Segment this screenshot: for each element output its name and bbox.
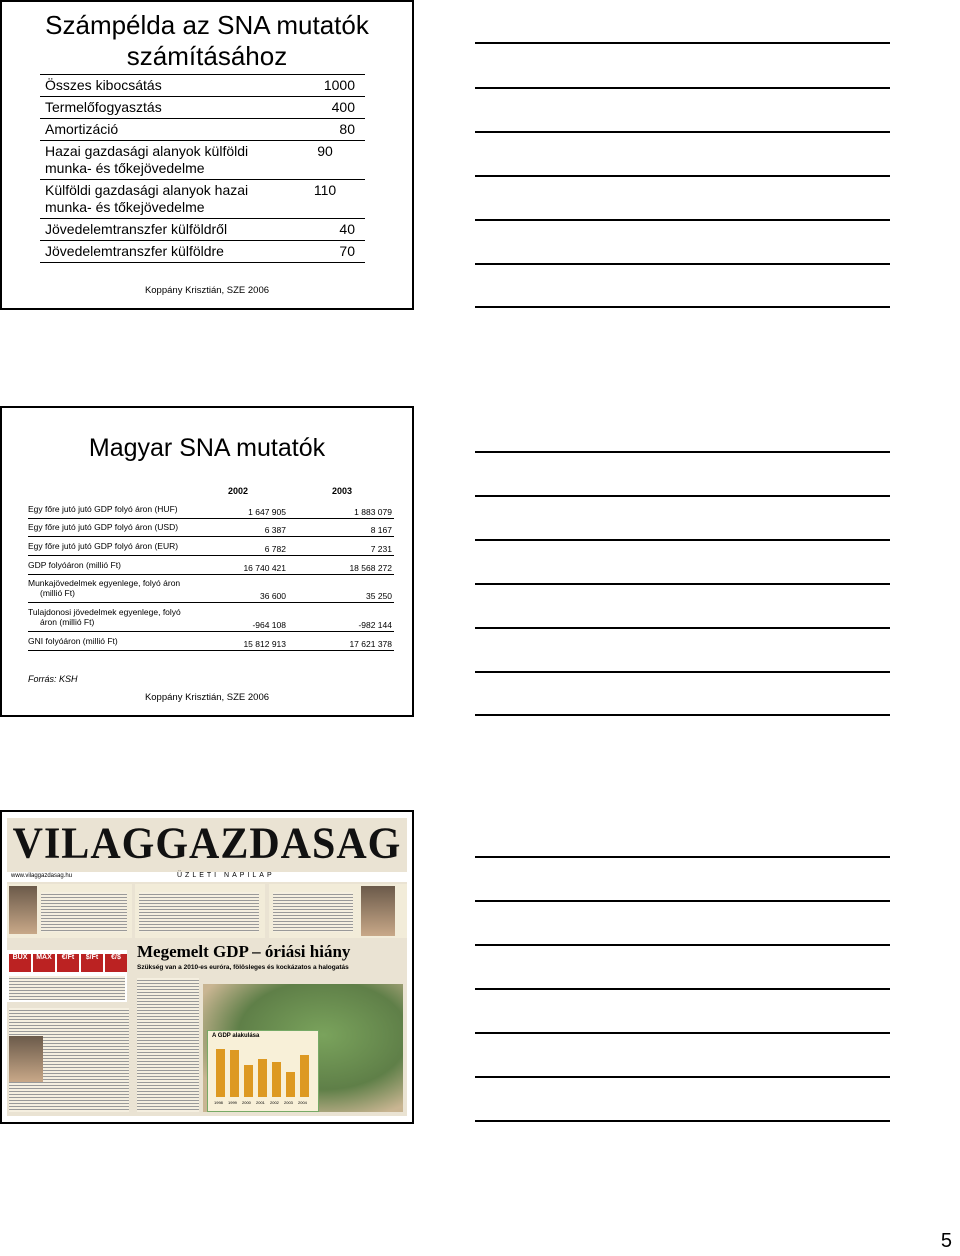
teaser-text	[273, 892, 353, 932]
gdp-year-label: 1999	[228, 1100, 237, 1105]
portrait-photo	[9, 1036, 43, 1082]
newspaper-subtitle: ÜZLETI NAPILAP	[177, 872, 275, 879]
gdp-bar	[258, 1059, 267, 1097]
table-row: GDP folyóáron (millió Ft) 16 740 421 18 568 272	[28, 560, 392, 573]
table-row: GNI folyóáron (millió Ft) 15 812 913 17 621 378	[28, 636, 392, 649]
gdp-year-label: 1998	[214, 1100, 223, 1105]
ticker-item: BUX	[9, 954, 31, 972]
gdp-year-label: 2002	[270, 1100, 279, 1105]
newspaper-url: www.vilaggazdasag.hu	[11, 873, 73, 879]
table-row: Munkajövedelmek egyenlege, folyó áron (millió Ft) 36 600 35 250	[28, 578, 392, 601]
slide2-title: Magyar SNA mutatók	[88, 434, 326, 462]
gdp-year-label: 2004	[298, 1100, 307, 1105]
table-row: Amortizáció 80	[40, 119, 365, 141]
ticker-item: €/$	[105, 954, 127, 972]
ticker-values	[9, 976, 125, 1000]
gdp-mini-chart	[207, 1030, 319, 1112]
gdp-chart-title: A GDP alakulása	[212, 1033, 260, 1039]
table-row: Összes kibocsátás 1000	[40, 75, 365, 97]
slide1-title: Számpélda az SNA mutatók számításához	[45, 10, 369, 71]
newspaper-subbar	[7, 872, 407, 882]
table-row: Külföldi gazdasági alanyok hazai munka- és tőkejövedelme 110	[40, 180, 365, 219]
ticker-item: $/Ft	[81, 954, 103, 972]
slide-footer: Koppány Krisztián, SZE 2006	[144, 285, 270, 296]
gdp-bar	[300, 1055, 309, 1097]
teaser-text	[139, 892, 259, 932]
gdp-bar	[244, 1065, 253, 1097]
table-row: Jövedelemtranszfer külföldre 70	[40, 241, 365, 263]
gdp-bar	[216, 1049, 225, 1097]
gdp-year-label: 2000	[242, 1100, 251, 1105]
portrait-photo	[9, 886, 37, 934]
gdp-bar	[230, 1050, 239, 1097]
slide-sna-example	[0, 0, 414, 310]
ticker-item: €/Ft	[57, 954, 79, 972]
table-row: Egy főre jutó jutó GDP folyó áron (HUF) 1 647 905 1 883 079	[28, 504, 392, 517]
slide-newspaper	[0, 810, 414, 1124]
table-row: Jövedelemtranszfer külföldről 40	[40, 219, 365, 241]
gdp-bar	[272, 1062, 281, 1097]
newspaper-headline: Megemelt GDP – óriási hiány	[137, 942, 351, 961]
table-row: Egy főre jutó jutó GDP folyó áron (EUR) 6 782 7 231	[28, 541, 392, 554]
portrait-photo	[361, 886, 395, 936]
newspaper-image	[7, 818, 407, 1116]
table-row: Egy főre jutó jutó GDP folyó áron (USD) 6 387 8 167	[28, 522, 392, 535]
article-text	[137, 978, 199, 1112]
source-note: Forrás: KSH	[28, 674, 78, 684]
market-ticker	[7, 950, 127, 1002]
gdp-bar	[286, 1072, 295, 1097]
gdp-year-label: 2001	[256, 1100, 265, 1105]
sna-example-table	[40, 74, 365, 263]
slide-hungarian-sna	[0, 406, 414, 717]
ticker-item: MAX	[33, 954, 55, 972]
page-number: 5	[940, 1230, 952, 1252]
column-header-2003: 2003	[332, 486, 353, 496]
column-header-2002: 2002	[228, 486, 249, 496]
slide-footer: Koppány Krisztián, SZE 2006	[144, 692, 270, 703]
table-row: Tulajdonosi jövedelmek egyenlege, folyó áron (millió Ft) -964 108 -982 144	[28, 607, 392, 630]
gdp-year-label: 2003	[284, 1100, 293, 1105]
newspaper-subhead: Szükség van a 2010-es euróra, fölösleges és kockázatos a halogatás	[137, 964, 349, 971]
table-row: Hazai gazdasági alanyok külföldi munka- és tőkejövedelme 90	[40, 141, 365, 180]
table-row: Termelőfogyasztás 400	[40, 97, 365, 119]
newspaper-masthead: VILAGGAZDASAG	[12, 819, 402, 869]
teaser-text	[41, 892, 127, 932]
